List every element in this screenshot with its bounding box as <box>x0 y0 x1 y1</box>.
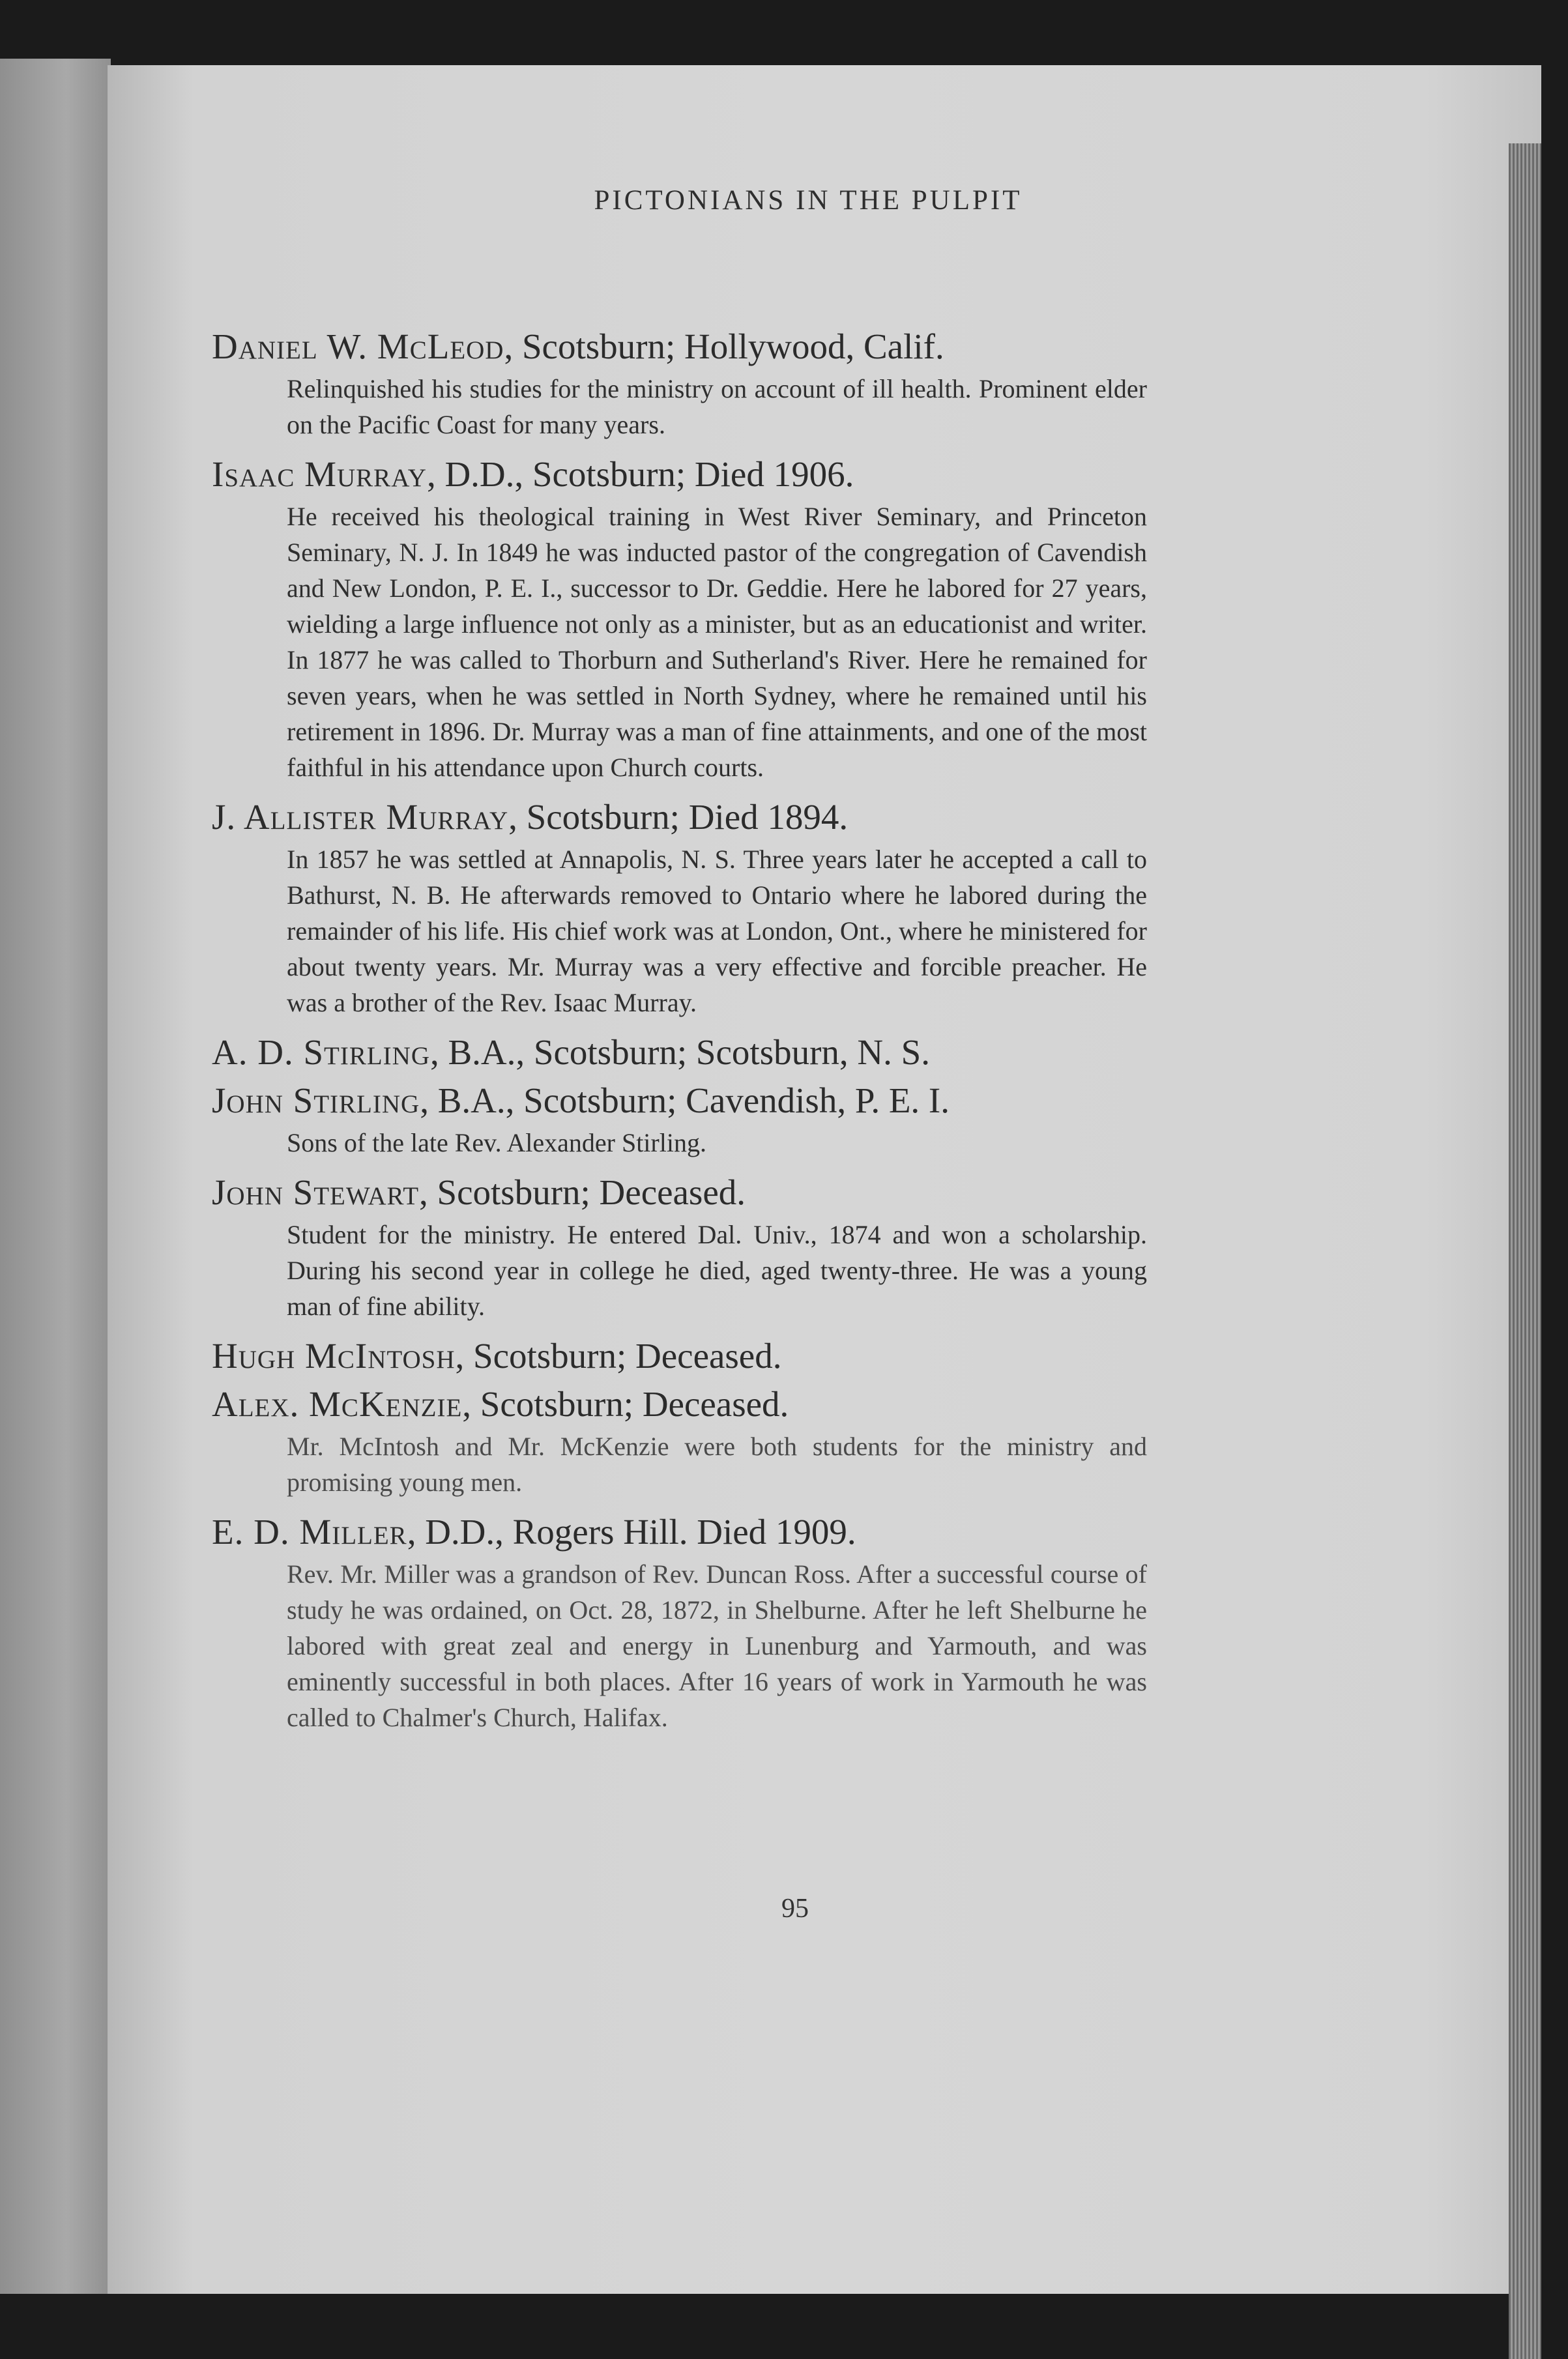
entry-isaac-murray <box>212 450 1268 785</box>
entry-name: John Stirling <box>212 1080 420 1120</box>
entry-ed-miller <box>212 1508 1268 1735</box>
entries-list <box>212 323 1268 1743</box>
page-number: 95 <box>781 1894 809 1924</box>
entry-details: , B.A., Scotsburn; Cavendish, P. E. I. <box>420 1080 950 1120</box>
entry-hugh-mcintosh <box>212 1332 1268 1380</box>
entry-john-stewart <box>212 1168 1268 1324</box>
entry-name: Isaac Murray <box>212 454 427 494</box>
entry-description: Student for the ministry. He entered Dal. Univ., 1874 and won a scholarship. During his second year in college he died, aged twenty-three. He was a young man of fine ability. <box>287 1220 1147 1321</box>
entry-allister-murray <box>212 793 1268 1020</box>
entry-alex-mckenzie <box>212 1380 1268 1500</box>
entry-details: , Scotsburn; Deceased. <box>462 1384 789 1424</box>
running-head: PICTONIANS IN THE PULPIT <box>594 185 1023 216</box>
entry-heading <box>212 1028 1268 1077</box>
entry-name: E. D. Miller <box>212 1512 407 1552</box>
entry-daniel-mcleod <box>212 323 1268 442</box>
entry-heading <box>212 450 1268 499</box>
entry-description: Relinquished his studies for the ministry on account of ill health. Prominent elder on the Pacific Coast for many years. <box>287 374 1147 439</box>
entry-name: Daniel W. McLeod <box>212 326 504 366</box>
entry-heading <box>212 793 1268 841</box>
entry-details: , B.A., Scotsburn; Scotsburn, N. S. <box>430 1032 930 1072</box>
page-stack-edge <box>1509 143 1541 2359</box>
entry-details: , Scotsburn; Deceased. <box>419 1172 746 1212</box>
entry-description: Rev. Mr. Miller was a grandson of Rev. Duncan Ross. After a successful course of study he was ordained, on Oct. 28, 1872, in Shelburne. After he left Shelburne he labored with great zeal and energy in Lunenburg and Yarmouth, and was eminently successful in both places. After 16 years of work in Yarmouth he was called to Chalmer's Church, Halifax. <box>287 1559 1147 1732</box>
entry-name: Hugh McIntosh <box>212 1336 456 1376</box>
entry-description: In 1857 he was settled at Annapolis, N. S. Three years later he accepted a call to Bathurst, N. B. He afterwards removed to Ontario where he labored during the remainder of his life. His chief work was at London, Ont., where he ministered for about twenty years. Mr. Murray was a very effective and forcible preacher. He was a brother of the Rev. Isaac Murray. <box>287 845 1147 1017</box>
entry-details: , D.D., Scotsburn; Died 1906. <box>426 454 854 494</box>
entry-details: , Scotsburn; Deceased. <box>455 1336 782 1376</box>
entry-description: He received his theological training in West River Seminary, and Princeton Seminary, N. J. In 1849 he was inducted pastor of the congregation of Cavendish and New London, P. E. I., successor to Dr. Geddie. Here he labored for 27 years, wielding a large influence not only as a minister, but as an educationist and writer. In 1877 he was called to Thorburn and Sutherland's River. Here he remained for seven years, when he was settled in North Sydney, where he remained until his retirement in 1896. Dr. Murray was a man of fine attainments, and one of the most faithful in his attendance upon Church courts. <box>287 502 1147 782</box>
entry-heading <box>212 1332 1268 1380</box>
entry-name: A. D. Stirling <box>212 1032 430 1072</box>
entry-heading <box>212 1508 1268 1556</box>
entry-heading <box>212 1380 1268 1428</box>
entry-details: , D.D., Rogers Hill. Died 1909. <box>407 1512 856 1552</box>
entry-details: , Scotsburn; Hollywood, Calif. <box>504 326 944 366</box>
entry-john-stirling <box>212 1077 1268 1161</box>
entry-name: J. Allister Murray <box>212 797 509 837</box>
entry-description: Sons of the late Rev. Alexander Stirling. <box>287 1128 706 1157</box>
entry-heading <box>212 323 1268 371</box>
entry-heading <box>212 1077 1268 1125</box>
entry-description: Mr. McIntosh and Mr. McKenzie were both students for the ministry and promising young men. <box>287 1432 1147 1497</box>
entry-name: Alex. McKenzie <box>212 1384 463 1424</box>
entry-heading <box>212 1168 1268 1217</box>
entry-name: John Stewart <box>212 1172 420 1212</box>
entry-details: , Scotsburn; Died 1894. <box>508 797 849 837</box>
entry-ad-stirling <box>212 1028 1268 1077</box>
adjacent-page-edge <box>0 59 111 2294</box>
